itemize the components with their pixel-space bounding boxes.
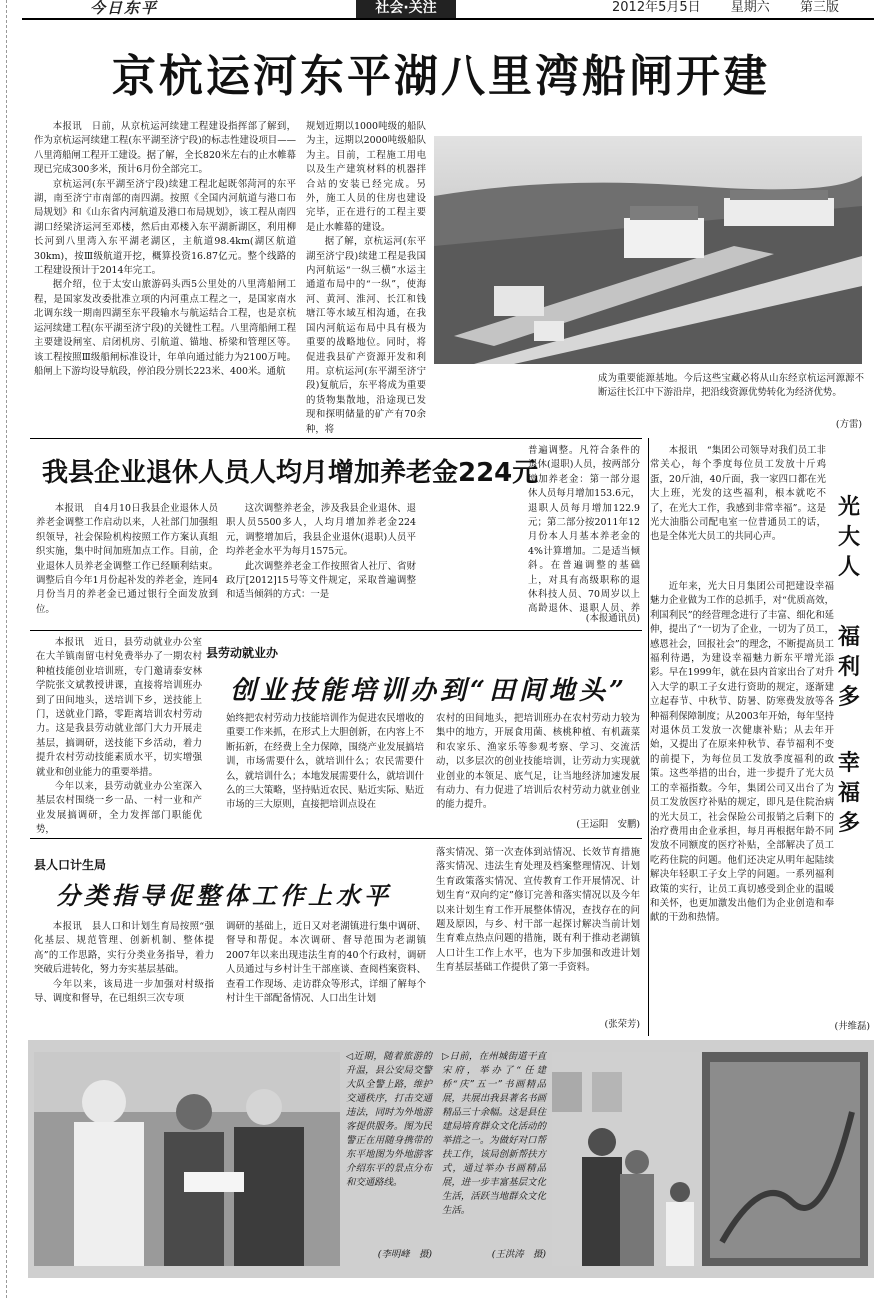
- article4-column-1: [34, 920, 214, 1032]
- page-number: 第三版: [799, 0, 839, 15]
- article5-para-1: 本报讯 “集团公司领导对我们员工非常关心，每个季度每位员工发放十斤鸡蛋，20斤油，40斤面，我一家四口都在光大上班，光发的这些福利，根本就吃不了，在光大工作，我感到非常幸福”。这是光大油脂公司配电室一位普通员工的话，也是全体光大员工的共同心声。: [650, 445, 826, 543]
- article3-para-4: 农村的田间地头，把培训班办在农村劳动力较为集中的地方，开展食用菌、核桃种植、有机蔬菜和农家乐、渔家乐等参观考察、学习、交流活动，以多层次的创业技能培训，让劳动力实现就业创业的本领足、底气足，让当地经济加速发展有动力、有力促进了培训后农村劳动力就业创业的能力提升。: [436, 713, 640, 811]
- article2-column-2: [226, 502, 416, 628]
- article5-body: [650, 580, 834, 1020]
- issue-weekday: 星期六: [730, 0, 770, 15]
- article4-column-2: [226, 920, 426, 1032]
- article3-kicker: 县劳动就业办: [206, 646, 279, 660]
- article3-byline: (王运阳 安鹏): [576, 819, 640, 830]
- article1-headline: 京杭运河东平湖八里湾船闸开建: [112, 51, 770, 102]
- article3-headline: 创业技能培训办到“田间地头”: [230, 676, 628, 706]
- photo2-byline: (王洪涛 摄): [491, 1249, 546, 1260]
- traffic-police-image: [34, 1052, 340, 1266]
- article4-para-4: 落实情况、第一次查体到站情况、长效节育措施落实情况、违法生育处理及档案整理情况、计划生育政策落实情况、宣传教育工作开展情况、计划生育“双向约定”修订完善和落实情况以及今年以来计划生育工作开展整体情况，查找存在的问题及原因，与乡、村干部一起探讨解决当前计划生育难点热点问题的措施，既有利于推动老湖镇人口计生工作上水平，也为下步加强和改进计划生育基层基础工作提供了第一手资料。: [436, 847, 640, 974]
- ship-lock-rendering-image: [434, 136, 862, 364]
- issue-date: 2012年5月5日: [612, 0, 701, 15]
- article3-para-1: 本报讯 近日，县劳动就业办公室在大羊镇南留屯村免费举办了一期农村种植技能创业培训班，专门邀请泰安林学院张文斌教授讲课，直接将培训班办到了田间地头，送培训下乡，送技能上门，送就业门路，零距离培训农村劳动力。这是我县劳动就业部门大力开展走基层，搞调研，送技能下乡活动，着力提升农村劳动技能素质水平，切实增强就业和创业能力的重要举措。: [36, 637, 202, 778]
- article4-para-2: 今年以来，该局进一步加强对村级指导、调度和督导，在已组织三次专项: [34, 978, 214, 1005]
- article1-para-1: 本报讯 日前，从京杭运河续建工程建设指挥部了解到，作为京杭运河续建工程(东平湖至济宁段)的标志性建设项目——八里湾船闸工程开工建设。据了解，全长820米左右的止水帷幕现已完成300多米，预计6月份全部完工。: [34, 121, 296, 176]
- header-rule: [22, 18, 874, 20]
- article1-para-4: 规划近期以1000吨级的船队为主，远期以2000吨级船队为主。目前，工程施工用电以及生产建筑材料的机器拌合站的安装已经完成。另外，施工人员的住房也建设完毕，正在进行的工程主要是止水帷幕的建设。: [306, 121, 426, 233]
- article3-column-2: [226, 712, 424, 836]
- article2-column-1: [36, 502, 218, 628]
- article5-para-2: 近年来，光大日月集团公司把建设幸福魅力企业做为工作的总抓手，对“优质高效，利国利民”的经营理念进行了丰富、细化和延伸，提出了“一切为了企业，一切为了员工，感恩社会，回报社会”的理念，不断提高员工福利待遇，为建设幸福魅力新东平增光添彩。早在1999年，就在县内首家出台了对升入大学的职工子女进行资助的规定，逐渐建立起春节、中秋节、防暑、防寒费发放等各种福利保障制度；从2003年开始，每年坚持对退休员工发放一次健康补贴；从去年开始，又提出了在原来仲秋节、春节福利不变的前提下，为每位员工发放季度福利的政策。这些举措的出台，进一步提升了光大员工的幸福指数。今年，集团公司又出台了为员工发放医疗补贴的规定，即凡是住院治病的光大员工，社会保险公司报销之后剩下的治疗费用由企业承担，每月再根据年龄不同发放不同额度的医疗补贴，全部解决了员工吃药住院的问题。他们还决定从明年起陆续解决年轻职工子女上学的问题。一系列福利政策的实行，让员工真切感受到企业的温暖和关怀，也更加激发出他们为企业创造和奉献的干劲和热情。: [650, 581, 834, 924]
- photo-feature-panel: [28, 1040, 874, 1278]
- page-header: [0, 0, 876, 18]
- article3-column-3: [436, 712, 640, 816]
- article5-vertical-title-2: 福利多: [837, 624, 860, 710]
- article4-column-3: [436, 846, 640, 1018]
- masthead: 今日东平: [90, 0, 159, 17]
- page-margin-guide: [0, 0, 7, 1298]
- article2-column-3: [424, 444, 640, 614]
- article1-column-3: [598, 372, 864, 418]
- issue-info: [612, 0, 865, 15]
- divider-3: [30, 838, 642, 839]
- divider-1: [30, 438, 642, 439]
- article2-byline: (本报通讯员): [585, 613, 640, 624]
- article5-vertical-title-3: 幸福多: [837, 750, 860, 836]
- divider-2: [30, 630, 642, 631]
- photo1-byline: (李明峰 摄): [377, 1249, 432, 1260]
- article1-column-1: [34, 120, 296, 434]
- article5-byline: (井维磊): [834, 1021, 870, 1032]
- article4-byline: (张荣芳): [604, 1019, 640, 1030]
- article1-para-5: 据了解，京杭运河(东平湖至济宁段)续建工程是我国内河航运“一纵三横”水运主通道布局中的“一纵”，使海河、黄河、淮河、长江和钱塘江等水域互相沟通，在我国内河航运布局中具有极为重要的战略地位。同时，将促进我县矿产资源开发和利用。京杭运河(东平湖至济宁段)复航后，东平将成为重要的货物集散地，沿途现已发现和探明储量的矿产有70余种，将: [306, 236, 426, 434]
- article5-lead: [650, 444, 826, 574]
- article4-para-3: 调研的基础上，近日又对老湖镇进行集中调研、督导和帮促。本次调研、督导范围为老湖镇2007年以来出现违法生育的40个行政村，调研人员通过与乡村计生干部座谈、查阅档案资料、查看工作现场、走访群众等形式，详细了解每个村计生干部配备情况、人口出生计划: [226, 921, 426, 1005]
- art-exhibition-image: [552, 1052, 868, 1266]
- article1-para-2: 京杭运河(东平湖至济宁段)续建工程北起既邻菏河的东平湖，南至济宁市南部的南四湖。按照《全国内河航道与港口布局规划》和《山东省内河航道及港口布局规划》，该工程从南四湖口经梁济运河至邓楼，然后由邓楼入东平湖新湖区，利用柳长河到八里湾入东平湖老湖区，主航道98.4km(湖区航道30km)，按Ⅲ级航道开挖，概算投资16.87亿元。整个线路的工程建设预计于2014年完工。: [34, 178, 296, 277]
- article2-para-1: 本报讯 自4月10日我县企业退休人员养老金调整工作启动以来，人社部门加强组织领导，社会保险机构按照工作方案认真组织实施，集中时间加班加点工作。目前，企业退休人员养老金调整工作已经顺利结束。调整后自今年1月份起补发的养老金，连同4月份当月的养老金已通过银行全面发放到位。: [36, 503, 218, 615]
- photo2-caption: ▷日前，在州城街道干直宋府，举办了“任建桥“庆”五一”书画精品展，共展出我县著名书画精品三十余幅。这是县住建局培育群众文化活动的举措之一。为做好对口帮扶工作，该局创新帮扶方式，通过举办书画精品展，进一步丰富基层文化生活，活跃当地群众文化生活。: [442, 1051, 546, 1216]
- article1-byline: (方雷): [835, 419, 862, 430]
- article4-kicker: 县人口计生局: [34, 858, 107, 872]
- article1-para-3: 据介绍，位于太安山旅游码头西5公里处的八里湾船闸工程，是国家发改委批准立项的内河重点工程之一，是国家南水北调东线一期南四湖至东平段输水与航运结合工程，也是京杭运河续建工程(东平湖至济宁段)的关键性工程。八里湾船闸工程主要建设闸室、启闭机房、引航道、锚地、桥梁和管理区等。该工程按照Ⅲ级船闸标准设计，年单向通过能力为2100万吨。船闸上下游均设导航段，停泊段分别长223米、400米。通航: [34, 279, 296, 377]
- art-exhibition-photo: [552, 1052, 868, 1266]
- article2-para-2: 这次调整养老金，涉及我县企业退休、退职人员5500多人，人均月增加养老金224元，调整增加后，我县企业退休(退职)人员平均养老金水平为每月1575元。: [226, 503, 416, 558]
- vertical-divider: [648, 438, 649, 1036]
- article2-para-4: 普遍调整。凡符合条件的退休(退职)人员，按两部分增加养老金：第一部分退休人员每月增加153.6元，退职人员每月增加122.9元；第二部分按2011年12月份本人月基本养老金的4%计算增加。二是适当倾斜。在普遍调整的基础上，对具有高级职称的退休科技人员、70周岁以上高龄退休、退职人员、养: [528, 445, 640, 614]
- article1-column-2: [306, 120, 426, 434]
- article4-headline: 分类指导促整体工作上水平: [56, 881, 392, 910]
- article3-column-1: [36, 636, 202, 836]
- photo1-caption: ◁近期，随着旅游的升温，县公安局交警大队全警上路，维护交通秩序，打击交通违法，同时为外地游客提供服务。图为民警正在用随身携带的东平地图为外地游客介绍东平的景点分布和交通路线。: [346, 1051, 432, 1188]
- article2-para-3: 此次调整养老金工作按照省人社厅、省财政厅[2012]15号等文件规定，采取普遍调整和适当倾斜的方式：一是: [226, 560, 416, 601]
- ship-lock-rendering-photo: [434, 136, 862, 364]
- article4-para-1: 本报讯 县人口和计划生育局按照“强化基层、规范管理、创新机制、整体提高”的工作思路，实行分类业务指导，着力突破后进转化，努力夯实基层基础。: [34, 921, 214, 976]
- traffic-police-photo: [34, 1052, 340, 1266]
- article2-headline: 我县企业退休人员人均月增加养老金224元: [42, 458, 539, 488]
- article3-para-3: 始终把农村劳动力技能培训作为促进农民增收的重要工作来抓，在形式上大胆创新，在内容上不断拓新，在经费上全力保障，围绕产业发展搞培训，市场需要什么，就培训什么；农民需要什么，就培训什么；本地发展需要什么，就培训什么的三大策略，坚持贴近农民、贴近实际、贴近市场的三大原则，直接把培训点设在: [226, 713, 424, 811]
- section-label: 社会·关注: [356, 0, 456, 18]
- article3-para-2: 今年以来，县劳动就业办公室深入基层农村围绕一乡一品、一村一业和产业发展搞调研，全力发挥部门职能优势，: [36, 781, 202, 836]
- article5-vertical-title-1: 光大人: [837, 494, 860, 580]
- article1-para-6: 成为重要能源基地。今后这些宝藏必将从山东经京杭运河源源不断运往长江中下游沿岸，把沿线资源优势转化为经济优势。: [598, 373, 864, 399]
